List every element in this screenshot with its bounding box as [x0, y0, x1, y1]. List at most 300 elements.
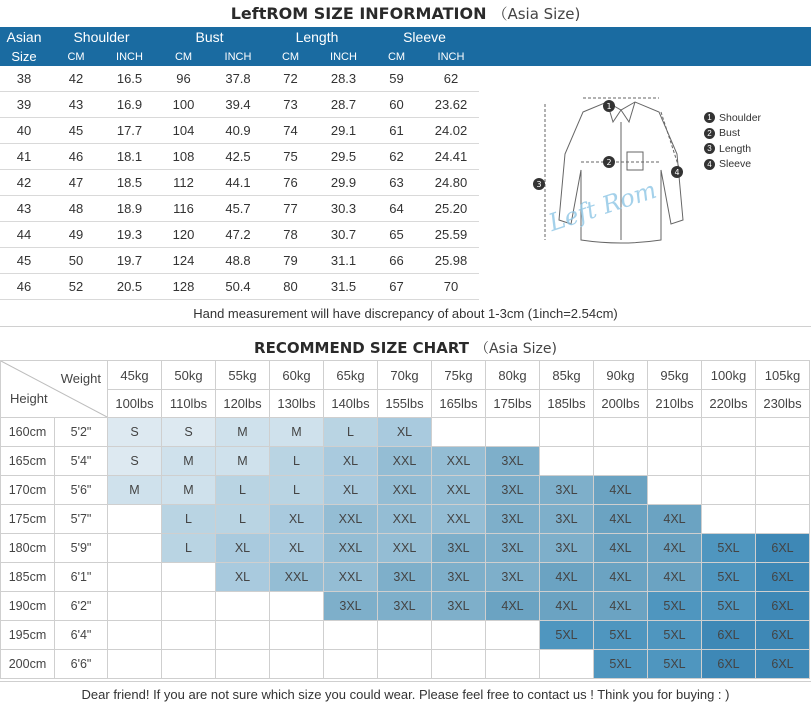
height-cm: 185cm: [1, 563, 55, 592]
weight-kg-header: 90kg: [594, 361, 648, 390]
weight-lbs-header: 110lbs: [162, 390, 216, 418]
unit-inch: INCH: [330, 50, 357, 63]
size-cell: 5XL: [594, 650, 648, 679]
number-badge-icon: 4: [704, 159, 715, 170]
measurement-cell: 65: [370, 222, 423, 248]
legend-item: [704, 126, 761, 142]
size-cell: 6XL: [756, 650, 810, 679]
size-cell: 3XL: [378, 563, 432, 592]
measurement-cell: 50.4: [212, 274, 264, 300]
size-cell: XL: [324, 447, 378, 476]
size-cell: [594, 447, 648, 476]
measurement-cell: 18.1: [104, 144, 155, 170]
svg-text:3: 3: [536, 180, 542, 189]
measurement-cell: 28.3: [317, 66, 370, 92]
measurement-cell: 76: [264, 170, 317, 196]
col-sleeve: Sleeve: [403, 29, 446, 45]
size-cell: XL: [270, 534, 324, 563]
size-cell: 3XL: [486, 563, 540, 592]
size-info-table: [0, 27, 479, 300]
height-cm: 200cm: [1, 650, 55, 679]
size-value: 45: [0, 248, 48, 274]
size-cell: [486, 418, 540, 447]
size-cell: [540, 650, 594, 679]
height-ft: 5'4": [55, 447, 108, 476]
size-cell: XL: [270, 505, 324, 534]
size-cell: 3XL: [324, 592, 378, 621]
measurement-cell: 42: [48, 66, 104, 92]
size-cell: [702, 476, 756, 505]
measurement-cell: 67: [370, 274, 423, 300]
measurement-cell: 29.9: [317, 170, 370, 196]
measurement-cell: 128: [155, 274, 212, 300]
height-row: [1, 650, 810, 679]
measurement-cell: 25.98: [423, 248, 479, 274]
size-value: 43: [0, 196, 48, 222]
measurement-cell: 24.80: [423, 170, 479, 196]
size-cell: 6XL: [756, 621, 810, 650]
unit-cm: CM: [174, 50, 193, 63]
size-row: [0, 222, 479, 248]
size-cell: 3XL: [486, 447, 540, 476]
measurement-cell: 44.1: [212, 170, 264, 196]
weight-lbs-header: 175lbs: [486, 390, 540, 418]
size-value: 40: [0, 118, 48, 144]
recommend-size-table: [0, 360, 810, 679]
measurement-cell: 112: [155, 170, 212, 196]
size-cell: XXL: [270, 563, 324, 592]
weight-kg-header: 80kg: [486, 361, 540, 390]
col-shoulder: Shoulder: [73, 29, 130, 45]
height-ft: 5'2": [55, 418, 108, 447]
weight-kg-header: 70kg: [378, 361, 432, 390]
size-cell: 5XL: [594, 621, 648, 650]
weight-lbs-header: 130lbs: [270, 390, 324, 418]
size-cell: [162, 563, 216, 592]
size-cell: [378, 650, 432, 679]
measurement-cell: 66: [370, 248, 423, 274]
svg-text:1: 1: [606, 102, 612, 111]
size-cell: [108, 650, 162, 679]
size-cell: XXL: [324, 505, 378, 534]
size-cell: XXL: [432, 505, 486, 534]
footer-message: Dear friend! If you are not sure which size you could wear. Please feel free to contact us ! Think you for buying : ): [0, 681, 811, 708]
height-label: Height: [10, 391, 48, 406]
height-cm: 170cm: [1, 476, 55, 505]
measurement-cell: 104: [155, 118, 212, 144]
size-cell: [432, 418, 486, 447]
weight-kg-header: 60kg: [270, 361, 324, 390]
size-cell: M: [270, 418, 324, 447]
size-cell: [702, 418, 756, 447]
size-cell: 4XL: [648, 534, 702, 563]
size-cell: L: [216, 476, 270, 505]
measurement-cell: 28.7: [317, 92, 370, 118]
size-value: 46: [0, 274, 48, 300]
size-cell: XL: [324, 476, 378, 505]
measurement-legend: [704, 110, 761, 172]
measurement-cell: 46: [48, 144, 104, 170]
height-ft: 5'9": [55, 534, 108, 563]
weight-kg-header: 75kg: [432, 361, 486, 390]
size-value: 38: [0, 66, 48, 92]
weight-lbs-header: 120lbs: [216, 390, 270, 418]
size-cell: [540, 418, 594, 447]
shirt-diagram: [525, 90, 705, 250]
size-cell: [648, 418, 702, 447]
measurement-cell: 17.7: [104, 118, 155, 144]
measurement-cell: 30.7: [317, 222, 370, 248]
size-cell: 4XL: [540, 563, 594, 592]
height-row: [1, 476, 810, 505]
size-cell: L: [270, 476, 324, 505]
legend-label: Shoulder: [719, 111, 762, 124]
weight-kg-header: 105kg: [756, 361, 810, 390]
measurement-cell: 37.8: [212, 66, 264, 92]
size-value: 44: [0, 222, 48, 248]
size-cell: 4XL: [540, 592, 594, 621]
size-cell: [756, 447, 810, 476]
size-cell: 4XL: [594, 505, 648, 534]
measurement-cell: 24.41: [423, 144, 479, 170]
measurement-cell: 100: [155, 92, 212, 118]
size-row: [0, 118, 479, 144]
height-cm: 180cm: [1, 534, 55, 563]
height-row: [1, 592, 810, 621]
height-ft: 5'7": [55, 505, 108, 534]
size-cell: [378, 621, 432, 650]
legend-item: [704, 157, 761, 173]
size-cell: [702, 505, 756, 534]
measurement-cell: 49: [48, 222, 104, 248]
height-ft: 6'6": [55, 650, 108, 679]
size-cell: 4XL: [648, 563, 702, 592]
size-cell: M: [216, 418, 270, 447]
size-row: [0, 248, 479, 274]
watermark-text: Left Rom: [545, 175, 660, 237]
measurement-cell: 72: [264, 66, 317, 92]
size-row: [0, 196, 479, 222]
size-cell: S: [162, 418, 216, 447]
measurement-cell: 45: [48, 118, 104, 144]
weight-lbs-header: 200lbs: [594, 390, 648, 418]
size-cell: 5XL: [540, 621, 594, 650]
measurement-cell: 19.3: [104, 222, 155, 248]
measurement-cell: 75: [264, 144, 317, 170]
size-cell: 3XL: [486, 534, 540, 563]
measurement-cell: 16.5: [104, 66, 155, 92]
size-cell: [594, 418, 648, 447]
height-row: [1, 534, 810, 563]
weight-lbs-header: 220lbs: [702, 390, 756, 418]
measurement-cell: 43: [48, 92, 104, 118]
measurement-cell: 19.7: [104, 248, 155, 274]
measurement-cell: 120: [155, 222, 212, 248]
size-cell: [270, 621, 324, 650]
size-cell: [432, 650, 486, 679]
height-cm: 175cm: [1, 505, 55, 534]
measurement-cell: 61: [370, 118, 423, 144]
height-cm: 195cm: [1, 621, 55, 650]
size-cell: XXL: [432, 447, 486, 476]
size-cell: XXL: [324, 563, 378, 592]
weight-kg-header: 85kg: [540, 361, 594, 390]
size-cell: 4XL: [594, 592, 648, 621]
size-cell: L: [162, 534, 216, 563]
measurement-cell: 47: [48, 170, 104, 196]
size-row: [0, 274, 479, 300]
size-cell: M: [162, 447, 216, 476]
size-cell: [108, 621, 162, 650]
weight-lbs-header: 155lbs: [378, 390, 432, 418]
measurement-cell: 24.02: [423, 118, 479, 144]
size-cell: XXL: [378, 447, 432, 476]
weight-label: Weight: [60, 371, 101, 386]
size-cell: XXL: [324, 534, 378, 563]
height-ft: 6'2": [55, 592, 108, 621]
svg-text:2: 2: [606, 158, 612, 167]
size-cell: XXL: [378, 534, 432, 563]
measurement-cell: 20.5: [104, 274, 155, 300]
measurement-cell: 29.5: [317, 144, 370, 170]
size-info-title: LeftROM SIZE INFORMATION （Asia Size): [230, 4, 581, 23]
size-cell: 3XL: [432, 592, 486, 621]
size-cell: L: [162, 505, 216, 534]
size-cell: S: [108, 418, 162, 447]
size-cell: 3XL: [540, 505, 594, 534]
size-value: 41: [0, 144, 48, 170]
size-cell: 4XL: [594, 534, 648, 563]
height-row: [1, 621, 810, 650]
weight-kg-header: 95kg: [648, 361, 702, 390]
number-badge-icon: 3: [704, 143, 715, 154]
size-cell: XXL: [432, 476, 486, 505]
measurement-cell: 60: [370, 92, 423, 118]
size-cell: [432, 621, 486, 650]
col-length: Length: [295, 29, 339, 45]
size-cell: 3XL: [540, 534, 594, 563]
unit-cm: CM: [387, 50, 406, 63]
height-ft: 6'1": [55, 563, 108, 592]
unit-inch: INCH: [116, 50, 143, 63]
size-cell: L: [324, 418, 378, 447]
measurement-cell: 74: [264, 118, 317, 144]
weight-lbs-header: 230lbs: [756, 390, 810, 418]
weight-kg-header: 50kg: [162, 361, 216, 390]
size-cell: XXL: [378, 476, 432, 505]
size-cell: 5XL: [648, 621, 702, 650]
size-cell: M: [216, 447, 270, 476]
size-cell: [108, 534, 162, 563]
measurement-cell: 108: [155, 144, 212, 170]
size-value: 39: [0, 92, 48, 118]
measurement-cell: 18.9: [104, 196, 155, 222]
size-cell: 5XL: [702, 534, 756, 563]
recommend-title: RECOMMEND SIZE CHART （Asia Size): [254, 339, 557, 357]
size-cell: 3XL: [540, 476, 594, 505]
size-value: 42: [0, 170, 48, 196]
size-cell: [162, 650, 216, 679]
weight-kg-header: 100kg: [702, 361, 756, 390]
height-cm: 165cm: [1, 447, 55, 476]
size-cell: XL: [216, 534, 270, 563]
height-ft: 5'6": [55, 476, 108, 505]
legend-item: [704, 141, 761, 157]
size-cell: [756, 418, 810, 447]
number-badge-icon: 1: [704, 112, 715, 123]
size-cell: [108, 505, 162, 534]
measurement-cell: 25.20: [423, 196, 479, 222]
table-corner: [1, 361, 108, 418]
measurement-cell: 29.1: [317, 118, 370, 144]
size-cell: [540, 447, 594, 476]
size-cell: 3XL: [486, 505, 540, 534]
measurement-cell: 23.62: [423, 92, 479, 118]
col-size: Size: [11, 49, 37, 64]
legend-item: [704, 110, 761, 126]
size-cell: 6XL: [702, 650, 756, 679]
height-cm: 160cm: [1, 418, 55, 447]
size-cell: [108, 592, 162, 621]
size-cell: 5XL: [702, 563, 756, 592]
size-cell: [756, 476, 810, 505]
legend-label: Sleeve: [719, 158, 752, 171]
measurement-note: Hand measurement will have discrepancy of about 1-3cm (1inch=2.54cm): [0, 301, 811, 327]
measurement-cell: 78: [264, 222, 317, 248]
measurement-cell: 73: [264, 92, 317, 118]
size-cell: 6XL: [702, 621, 756, 650]
size-cell: XL: [378, 418, 432, 447]
size-row: [0, 92, 479, 118]
height-ft: 6'4": [55, 621, 108, 650]
size-cell: 6XL: [756, 592, 810, 621]
unit-cm: CM: [281, 50, 300, 63]
measurement-cell: 16.9: [104, 92, 155, 118]
height-row: [1, 563, 810, 592]
weight-lbs-header: 100lbs: [108, 390, 162, 418]
measurement-cell: 48.8: [212, 248, 264, 274]
measurement-cell: 116: [155, 196, 212, 222]
size-cell: 5XL: [702, 592, 756, 621]
measurement-cell: 64: [370, 196, 423, 222]
size-cell: 4XL: [594, 476, 648, 505]
size-cell: [702, 447, 756, 476]
size-cell: 4XL: [486, 592, 540, 621]
measurement-cell: 25.59: [423, 222, 479, 248]
unit-cm: CM: [67, 50, 85, 63]
height-cm: 190cm: [1, 592, 55, 621]
size-cell: 6XL: [756, 563, 810, 592]
size-cell: 3XL: [378, 592, 432, 621]
measurement-cell: 31.1: [317, 248, 370, 274]
size-row: [0, 66, 479, 92]
size-cell: XL: [216, 563, 270, 592]
weight-kg-header: 55kg: [216, 361, 270, 390]
measurement-cell: 124: [155, 248, 212, 274]
size-cell: [270, 650, 324, 679]
col-asian: Asian: [6, 29, 42, 45]
size-cell: [486, 621, 540, 650]
size-cell: 6XL: [756, 534, 810, 563]
measurement-cell: 45.7: [212, 196, 264, 222]
weight-lbs-header: 185lbs: [540, 390, 594, 418]
measurement-cell: 63: [370, 170, 423, 196]
measurement-cell: 52: [48, 274, 104, 300]
measurement-cell: 31.5: [317, 274, 370, 300]
size-cell: 3XL: [486, 476, 540, 505]
weight-lbs-header: 140lbs: [324, 390, 378, 418]
size-cell: M: [162, 476, 216, 505]
measurement-cell: 30.3: [317, 196, 370, 222]
measurement-cell: 96: [155, 66, 212, 92]
measurement-cell: 48: [48, 196, 104, 222]
size-cell: [648, 447, 702, 476]
weight-kg-header: 45kg: [108, 361, 162, 390]
measurement-cell: 62: [423, 66, 479, 92]
size-cell: 3XL: [432, 534, 486, 563]
measurement-cell: 39.4: [212, 92, 264, 118]
size-cell: [756, 505, 810, 534]
measurement-cell: 50: [48, 248, 104, 274]
height-row: [1, 418, 810, 447]
legend-label: Bust: [719, 127, 741, 140]
size-cell: L: [216, 505, 270, 534]
unit-inch: INCH: [437, 50, 465, 63]
size-cell: M: [108, 476, 162, 505]
weight-lbs-header: 210lbs: [648, 390, 702, 418]
size-cell: [486, 650, 540, 679]
measurement-cell: 77: [264, 196, 317, 222]
measurement-cell: 18.5: [104, 170, 155, 196]
size-cell: [324, 621, 378, 650]
size-row: [0, 144, 479, 170]
size-cell: [324, 650, 378, 679]
legend-label: Length: [719, 142, 752, 155]
size-cell: 3XL: [432, 563, 486, 592]
size-cell: S: [108, 447, 162, 476]
size-cell: 5XL: [648, 650, 702, 679]
measurement-cell: 47.2: [212, 222, 264, 248]
size-cell: [648, 476, 702, 505]
size-cell: [162, 621, 216, 650]
size-cell: [216, 592, 270, 621]
size-cell: [162, 592, 216, 621]
size-cell: XXL: [378, 505, 432, 534]
size-cell: [270, 592, 324, 621]
height-row: [1, 447, 810, 476]
measurement-cell: 42.5: [212, 144, 264, 170]
weight-lbs-header: 165lbs: [432, 390, 486, 418]
measurement-cell: 80: [264, 274, 317, 300]
measurement-cell: 59: [370, 66, 423, 92]
weight-kg-header: 65kg: [324, 361, 378, 390]
size-cell: [216, 621, 270, 650]
size-cell: 5XL: [648, 592, 702, 621]
measurement-cell: 40.9: [212, 118, 264, 144]
size-cell: [108, 563, 162, 592]
size-cell: [216, 650, 270, 679]
number-badge-icon: 2: [704, 128, 715, 139]
size-cell: 4XL: [594, 563, 648, 592]
measurement-cell: 62: [370, 144, 423, 170]
unit-inch: INCH: [224, 50, 252, 63]
size-cell: 4XL: [648, 505, 702, 534]
size-row: [0, 170, 479, 196]
measurement-cell: 79: [264, 248, 317, 274]
height-row: [1, 505, 810, 534]
size-cell: L: [270, 447, 324, 476]
measurement-cell: 70: [423, 274, 479, 300]
